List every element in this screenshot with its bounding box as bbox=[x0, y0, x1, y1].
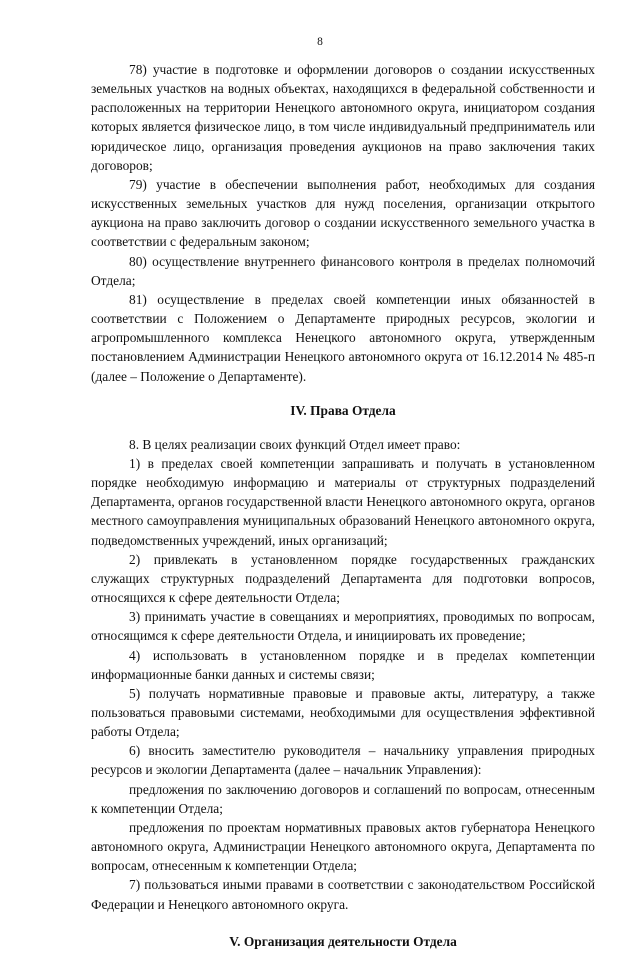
right-3: 3) принимать участие в совещаниях и мероприятиях, проводимых по вопросам, относящимся к сфере деятельности Отдела, и инициировать их проведение; bbox=[91, 609, 595, 644]
section-heading-v: V. Организация деятельности Отдела bbox=[229, 933, 457, 949]
section-heading-iv: IV. Права Отдела bbox=[290, 402, 396, 418]
item-81: 81) осуществление в пределах своей компетенции иных обязанностей в соответствии с Положением о Департаменте природных ресурсов, экологии и агропромышленного комплекса Ненецкого автономного округа, утвержденным постановлением Администрации Ненецкого автономного округа от 16.12.2014 № 485-п (далее – Положение о Департаменте). bbox=[91, 291, 595, 384]
right-4: 4) использовать в установленном порядке и в пределах компетенции информационные банки данных и системы связи; bbox=[91, 647, 595, 682]
page-number: 8 bbox=[317, 36, 323, 48]
right-2: 2) привлекать в установленном порядке государственных гражданских служащих структурных подразделений Департамента для подготовки вопросов, относящихся к сфере деятельности Отдела; bbox=[91, 551, 595, 606]
item-78: 78) участие в подготовке и оформлении договоров о создании искусственных земельных участков на водных объектах, находящихся в федеральной собственности и расположенных на территории Ненецкого автономного округа, инициатором создания которых является физическое лицо, в том числе индивидуальный предприниматель или юридическое лицо, организация проведения аукционов на право заключения таких договоров; bbox=[91, 62, 595, 173]
item-80: 80) осуществление внутреннего финансового контроля в пределах полномочий Отдела; bbox=[91, 253, 595, 288]
right-1: 1) в пределах своей компетенции запрашивать и получать в установленном порядке необходимую информацию и материалы от структурных подразделений Департамента, органов государственной власти Ненецкого автономного округа, органов местного самоуправления муниципальных образований Ненецкого автономного округа, подведомственных учреждений, иных организаций; bbox=[91, 455, 595, 548]
right-7: 7) пользоваться иными правами в соответствии с законодательством Российской Федерации и Ненецкого автономного округа. bbox=[91, 877, 595, 912]
right-6-proposal-agreements: предложения по заключению договоров и соглашений по вопросам, отнесенным к компетенции Отдела; bbox=[91, 781, 595, 816]
right-6: 6) вносить заместителю руководителя – начальнику управления природных ресурсов и экологии Департамента (далее – начальник Управления): bbox=[91, 743, 595, 778]
item-79: 79) участие в обеспечении выполнения работ, необходимых для создания искусственных земельных участков для нужд поселения, организации открытого аукциона на право заключить договор о создании искусственного земельного участка в соответствии с федеральным законом; bbox=[91, 176, 595, 250]
rights-intro: 8. В целях реализации своих функций Отдел имеет право: bbox=[129, 436, 461, 452]
document-body bbox=[91, 60, 595, 966]
right-6-proposal-acts: предложения по проектам нормативных правовых актов губернатора Ненецкого автономного округа, Администрации Ненецкого автономного округа, Департамента по вопросам, отнесенным к компетенции Отдела; bbox=[91, 819, 595, 874]
right-5: 5) получать нормативные правовые и правовые акты, литературу, а также пользоваться правовыми системами, необходимыми для осуществления эффективной работы Отдела; bbox=[91, 685, 595, 740]
